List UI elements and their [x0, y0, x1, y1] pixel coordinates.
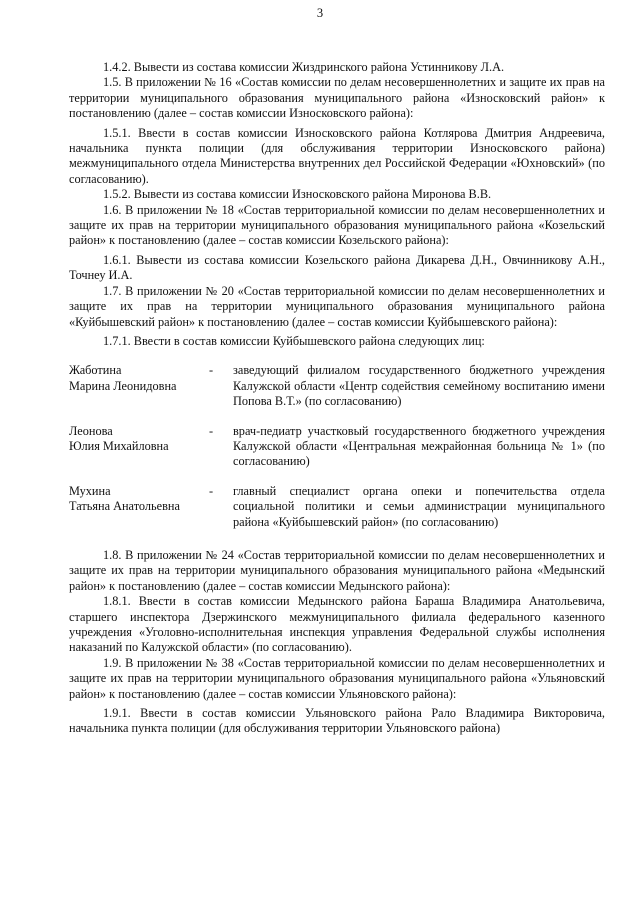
paragraph-1-8-1: 1.8.1. Ввести в состав комиссии Медынского района Бараша Владимира Анатольевича, старшего инспектора Дзержинского межмуниципального филиала федерального казенного учреждения «Уголовно-исполнительная инспекция управления Федеральной службы исполнения наказаний по Калужской области» (по согласованию). [69, 594, 605, 655]
member-entry [69, 363, 605, 409]
paragraph-1-4-2: 1.4.2. Вывести из состава комиссии Жиздринского района Устинникову Л.А. [103, 60, 505, 74]
member-given-names: Юлия Михайловна [69, 438, 169, 453]
paragraph-1-6: 1.6. В приложении № 18 «Состав территориальной комиссии по делам несовершеннолетних и защите их прав на территории муниципального образования муниципального района «Козельский район» к постановлению (далее – состав комиссии Козельского района): [69, 202, 605, 248]
paragraph-1-7-1: 1.7.1. Ввести в состав комиссии Куйбышевского района следующих лиц: [103, 333, 485, 348]
member-surname: Леонова [69, 423, 113, 438]
member-entry [69, 484, 605, 530]
member-entry [69, 424, 605, 470]
paragraph-1-6-1: 1.6.1. Вывести из состава комиссии Козельского района Дикарева Д.Н., Овчинникову А.Н., Точнеу И.А. [69, 252, 605, 283]
paragraph-1-5-1: 1.5.1. Ввести в состав комиссии Износковского района Котлярова Дмитрия Андреевича, начальника пункта полиции (для обслуживания территории Износковского района) межмуниципального отдела Министерства внутренних дел Российской Федерации «Юхновский» (по согласованию). [69, 125, 605, 186]
paragraph-1-9-1: 1.9.1. Ввести в состав комиссии Ульяновского района Рало Владимира Викторовича, начальника пункта полиции (для обслуживания территории Ульяновского района) [69, 706, 605, 736]
member-name [69, 363, 209, 409]
member-dash: - [209, 423, 214, 438]
member-description: врач-педиатр участковый государственного бюджетного учреждения Калужской области «Центральная межрайонная больница № 1» (по согласованию) [233, 423, 605, 469]
paragraph-1-9: 1.9. В приложении № 38 «Состав территориальной комиссии по делам несовершеннолетних и защите их прав на территории муниципального образования муниципального района «Ульяновский район» к постановлению (далее – состав комиссии Ульяновского района): [69, 655, 605, 701]
member-surname: Мухина [69, 483, 111, 498]
member-dash: - [209, 483, 214, 498]
paragraph-1-5: 1.5. В приложении № 16 «Состав комиссии по делам несовершеннолетних и защите их прав на территории муниципального образования муниципального района «Износковский район» к постановлению (далее – состав комиссии Износковского района): [69, 75, 605, 121]
member-given-names: Татьяна Анатольевна [69, 499, 180, 514]
member-name [69, 424, 209, 470]
paragraph-1-5-2: 1.5.2. Вывести из состава комиссии Износковского района Миронова В.В. [103, 187, 492, 202]
page-number: 3 [316, 6, 324, 20]
member-description: заведующий филиалом государственного бюджетного учреждения Калужской области «Центр содействия семейному воспитанию имени Попова В.Т.» (по согласованию) [233, 363, 605, 409]
paragraph-1-8: 1.8. В приложении № 24 «Состав территориальной комиссии по делам несовершеннолетних и защите их прав на территории муниципального образования муниципального района «Медынский район» к постановлению (далее – состав комиссии Медынского района): [69, 547, 605, 593]
document-body [69, 60, 605, 737]
member-surname: Жаботина [69, 363, 122, 378]
member-name [69, 484, 209, 530]
paragraph-1-7: 1.7. В приложении № 20 «Состав территориальной комиссии по делам несовершеннолетних и защите их прав на территории муниципального образования муниципального района «Куйбышевский район» к постановлению (далее – состав комиссии Куйбышевского района): [69, 283, 605, 329]
member-description: главный специалист органа опеки и попечительства отдела социальной политики и семьи администрации муниципального района «Куйбышевский район» (по согласованию) [233, 483, 605, 529]
member-dash: - [209, 363, 214, 378]
member-given-names: Марина Леонидовна [69, 378, 177, 393]
